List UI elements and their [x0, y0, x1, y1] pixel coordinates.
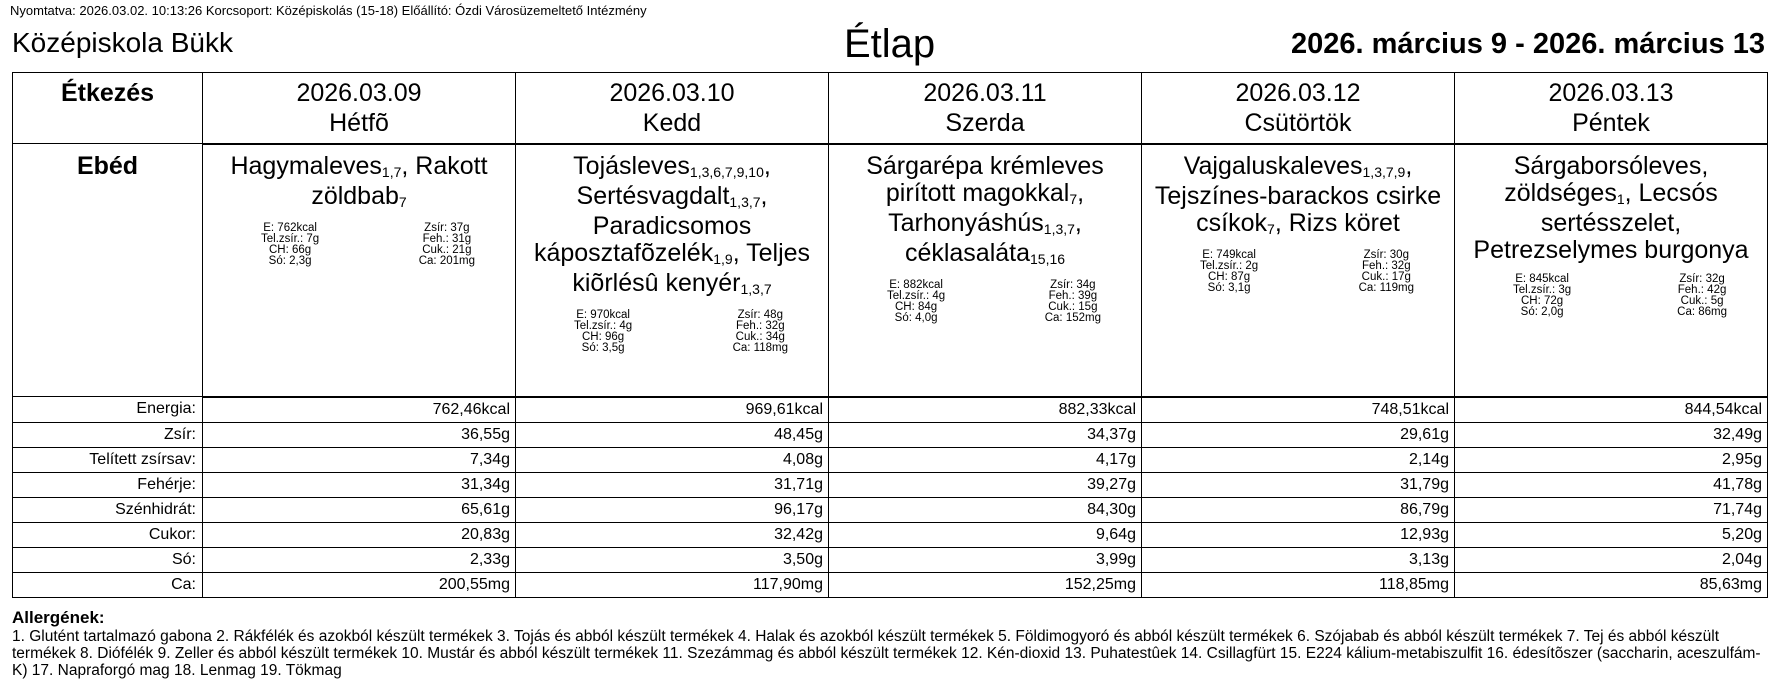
- nutrient-value: 7,34g: [203, 447, 516, 472]
- nutrition-summary-column: [1200, 250, 1258, 294]
- nutrition-summary-item: E: 749kcal: [1202, 248, 1256, 261]
- meal-text: Hagymaleves: [230, 151, 382, 180]
- nutrition-summary: [1455, 264, 1767, 318]
- nutrient-value: 969,61kcal: [516, 397, 829, 423]
- nutrient-value: 3,99g: [829, 547, 1142, 572]
- nutrition-summary-item: Zsír: 34g: [1050, 278, 1096, 291]
- day-name: Péntek: [1572, 109, 1650, 137]
- nutrition-summary-item: Ca: 118mg: [732, 341, 788, 354]
- meal-text: Sárgarépa krémleves pirított magokkal: [866, 151, 1104, 207]
- nutrient-value: 48,45g: [516, 422, 829, 447]
- nutrition-summary-item: Só: 2,0g: [1520, 305, 1564, 318]
- allergen-codes: 1,3,7: [1043, 220, 1075, 237]
- nutrient-value: 2,33g: [203, 547, 516, 572]
- nutrient-row: [13, 572, 1768, 597]
- nutrition-summary-item: Feh.: 32g: [736, 319, 785, 332]
- nutrient-value: 86,79g: [1142, 497, 1455, 522]
- meal-text: Tojásleves: [573, 151, 690, 180]
- header-row: [13, 73, 1768, 144]
- nutrition-summary: [1142, 240, 1454, 294]
- nutrient-value: 844,54kcal: [1455, 397, 1768, 423]
- meal-text: , céklasaláta: [904, 208, 1082, 267]
- nutrient-value: 12,93g: [1142, 522, 1455, 547]
- meal-text: , Tarhonyáshús: [888, 178, 1085, 237]
- nutrition-summary-item: Tel.zsír.: 7g: [261, 232, 320, 245]
- nutrition-summary: [203, 213, 515, 267]
- nutrition-summary-item: CH: 66g: [268, 243, 312, 256]
- nutrient-value: 34,37g: [829, 422, 1142, 447]
- nutrition-summary-item: CH: 87g: [1207, 270, 1251, 283]
- day-header: [829, 73, 1142, 144]
- nutrition-summary: [516, 300, 828, 354]
- nutrient-label: Ca:: [13, 572, 203, 597]
- nutrition-summary-column: [887, 280, 945, 324]
- nutrient-row: [13, 472, 1768, 497]
- nutrient-value: 748,51kcal: [1142, 397, 1455, 423]
- day-name: Kedd: [642, 109, 702, 137]
- nutrient-value: 71,74g: [1455, 497, 1768, 522]
- meal-text: , Lecsós sertésszelet, Petrezselymes burgonya: [1473, 178, 1749, 264]
- nutrition-summary-column: [574, 310, 632, 354]
- nutrient-row: [13, 397, 1768, 423]
- meal-description: [203, 145, 515, 213]
- day-name: Szerda: [945, 109, 1025, 137]
- meal-description: [829, 145, 1141, 270]
- lunch-cell: [1455, 144, 1768, 397]
- nutrient-value: 2,95g: [1455, 447, 1768, 472]
- allergen-codes: 7: [398, 193, 407, 210]
- nutrition-summary-item: Tel.zsír.: 4g: [887, 289, 946, 302]
- nutrition-summary-item: CH: 84g: [894, 300, 938, 313]
- day-date: 2026.03.13: [1548, 79, 1674, 107]
- nutrition-summary-item: Feh.: 39g: [1048, 289, 1098, 302]
- day-name: Csütörtök: [1244, 109, 1352, 137]
- nutrient-row: [13, 422, 1768, 447]
- nutrient-row: [13, 447, 1768, 472]
- lunch-cell: [203, 144, 516, 397]
- nutrient-value: 31,71g: [516, 472, 829, 497]
- nutrition-summary-item: Feh.: 42g: [1677, 283, 1727, 296]
- nutrient-value: 31,79g: [1142, 472, 1455, 497]
- meal-column-header: Étkezés: [13, 73, 203, 144]
- nutrient-value: 4,08g: [516, 447, 829, 472]
- allergen-codes: 1,9: [713, 250, 733, 267]
- meal-text: , Tejszínes-barackos csirke csíkok: [1154, 151, 1442, 237]
- nutrition-summary-item: Feh.: 32g: [1362, 259, 1411, 272]
- lunch-label: Ebéd: [13, 144, 203, 397]
- lunch-cell: [1142, 144, 1455, 397]
- allergen-codes: 7: [1069, 190, 1078, 207]
- nutrition-summary-column: [1677, 274, 1727, 318]
- nutrient-value: 29,61g: [1142, 422, 1455, 447]
- meal-text: Sárgaborsóleves, zöldséges: [1504, 151, 1709, 207]
- day-date: 2026.03.12: [1235, 79, 1361, 107]
- nutrient-value: 9,64g: [829, 522, 1142, 547]
- nutrient-value: 152,25mg: [829, 572, 1142, 597]
- nutrition-summary: [829, 270, 1141, 324]
- nutrition-summary-item: E: 882kcal: [889, 278, 943, 291]
- nutrient-value: 5,20g: [1455, 522, 1768, 547]
- day-header: [203, 73, 516, 144]
- nutrition-summary-item: Só: 2,3g: [268, 254, 312, 267]
- nutrition-summary-item: Zsír: 30g: [1363, 248, 1409, 261]
- nutrition-summary-item: Zsír: 37g: [424, 221, 470, 234]
- nutrient-value: 2,14g: [1142, 447, 1455, 472]
- day-date: 2026.03.11: [923, 79, 1047, 107]
- meal-text: , Paradicsomos káposztafõzelék: [533, 181, 768, 267]
- school-name: Középiskola Bükk: [12, 27, 234, 58]
- meal-text: Vajgaluskaleves: [1183, 151, 1363, 180]
- nutrition-summary-item: Cuk.: 17g: [1361, 270, 1411, 283]
- nutrient-value: 20,83g: [203, 522, 516, 547]
- nutrition-summary-column: [1045, 280, 1101, 324]
- nutrient-label: Szénhidrát:: [13, 497, 203, 522]
- day-header: [1455, 73, 1768, 144]
- allergen-codes: 1,3,7: [729, 193, 761, 210]
- meal-text: , Sertésvagdalt: [576, 151, 771, 210]
- nutrition-summary-item: CH: 72g: [1520, 294, 1564, 307]
- nutrient-value: 117,90mg: [516, 572, 829, 597]
- nutrition-summary-column: [1359, 250, 1414, 294]
- nutrition-summary-item: Tel.zsír.: 2g: [1200, 259, 1259, 272]
- date-range: 2026. március 9 - 2026. március 13: [1291, 28, 1765, 60]
- nutrient-value: 762,46kcal: [203, 397, 516, 423]
- nutrient-value: 36,55g: [203, 422, 516, 447]
- meal-description: [1142, 145, 1454, 240]
- nutrient-value: 200,55mg: [203, 572, 516, 597]
- nutrition-summary-item: Ca: 86mg: [1677, 305, 1727, 318]
- nutrition-summary-item: E: 845kcal: [1515, 272, 1569, 285]
- nutrient-label: Telített zsírsav:: [13, 447, 203, 472]
- lunch-cell: [516, 144, 829, 397]
- nutrition-summary-item: E: 970kcal: [576, 308, 630, 321]
- nutrition-summary-column: [419, 223, 475, 267]
- nutrition-summary-item: Tel.zsír.: 3g: [1513, 283, 1572, 296]
- print-info: Nyomtatva: 2026.03.02. 10:13:26 Korcsoport: Középiskolás (15-18) Előállító: Ózdi Városüzemeltető Intézmény: [10, 3, 647, 18]
- nutrient-row: [13, 547, 1768, 572]
- nutrient-label: Cukor:: [13, 522, 203, 547]
- day-date: 2026.03.09: [296, 79, 422, 107]
- meal-text: , Rizs köret: [1274, 208, 1400, 237]
- nutrient-value: 84,30g: [829, 497, 1142, 522]
- nutrition-summary-item: Ca: 152mg: [1044, 311, 1101, 324]
- nutrient-value: 39,27g: [829, 472, 1142, 497]
- nutrition-summary-column: [261, 223, 319, 267]
- lunch-row: [13, 144, 1768, 397]
- nutrition-summary-item: Cuk.: 34g: [735, 330, 785, 343]
- meal-description: [1455, 145, 1767, 264]
- nutrient-label: Só:: [13, 547, 203, 572]
- nutrient-row: [13, 522, 1768, 547]
- nutrient-value: 3,13g: [1142, 547, 1455, 572]
- nutrition-summary-item: E: 762kcal: [263, 221, 317, 234]
- nutrition-summary-item: Só: 4,0g: [894, 311, 938, 324]
- day-date: 2026.03.10: [609, 79, 735, 107]
- nutrition-summary-item: CH: 96g: [581, 330, 625, 343]
- allergen-codes: 1,3,7: [740, 280, 772, 297]
- nutrient-value: 31,34g: [203, 472, 516, 497]
- nutrition-summary-item: Feh.: 31g: [422, 232, 472, 245]
- nutrition-summary-item: Cuk.: 15g: [1048, 300, 1098, 313]
- allergen-codes: 1: [1616, 190, 1625, 207]
- nutrition-summary-item: Cuk.: 21g: [422, 243, 472, 256]
- nutrition-summary-column: [1513, 274, 1571, 318]
- nutrient-value: 118,85mg: [1142, 572, 1455, 597]
- nutrient-row: [13, 497, 1768, 522]
- nutrient-label: Zsír:: [13, 422, 203, 447]
- nutrition-summary-item: Só: 3,1g: [1207, 281, 1251, 294]
- nutrition-summary-item: Só: 3,5g: [581, 341, 625, 354]
- nutrient-value: 32,42g: [516, 522, 829, 547]
- nutrition-summary-item: Zsír: 32g: [1679, 272, 1725, 285]
- nutrition-summary-item: Zsír: 48g: [737, 308, 783, 321]
- nutrient-value: 4,17g: [829, 447, 1142, 472]
- meal-description: [516, 145, 828, 300]
- meal-text: , Teljes kiõrlésû kenyér: [572, 238, 811, 297]
- nutrient-label: Fehérje:: [13, 472, 203, 497]
- day-header: [516, 73, 829, 144]
- nutrition-summary-item: Ca: 119mg: [1358, 281, 1414, 294]
- nutrition-summary-column: [733, 310, 788, 354]
- nutrient-value: 2,04g: [1455, 547, 1768, 572]
- nutrient-value: 41,78g: [1455, 472, 1768, 497]
- nutrition-summary-item: Cuk.: 5g: [1680, 294, 1724, 307]
- menu-table: [12, 72, 1768, 598]
- page-title: Étlap: [844, 22, 936, 66]
- allergen-codes: 1,7: [381, 163, 402, 180]
- nutrient-value: 96,17g: [516, 497, 829, 522]
- nutrient-value: 882,33kcal: [829, 397, 1142, 423]
- nutrient-label: Energia:: [13, 397, 203, 423]
- nutrient-value: 32,49g: [1455, 422, 1768, 447]
- nutrient-value: 65,61g: [203, 497, 516, 522]
- lunch-cell: [829, 144, 1142, 397]
- allergens-title: Allergének:: [12, 608, 105, 627]
- nutrient-value: 3,50g: [516, 547, 829, 572]
- meal-text: , Rakott zöldbab: [311, 151, 488, 210]
- nutrition-summary-item: Tel.zsír.: 4g: [574, 319, 633, 332]
- nutrition-summary-item: Ca: 201mg: [418, 254, 475, 267]
- day-header: [1142, 73, 1455, 144]
- allergen-codes: 1,3,7,9: [1362, 163, 1406, 180]
- allergen-codes: 7: [1267, 220, 1275, 237]
- allergen-codes: 15,16: [1030, 250, 1066, 267]
- allergen-codes: 1,3,6,7,9,10: [689, 163, 764, 180]
- day-name: Hétfõ: [329, 109, 389, 137]
- nutrient-value: 85,63mg: [1455, 572, 1768, 597]
- allergens-text: 1. Glutént tartalmazó gabona 2. Rákfélék és azokból készült termékek 3. Tojás és abból készült termékek 4. Halak és azokból készült termékek 5. Földimogyoró és abból készült termékek 6. Szójabab és abból készült termékek 7. Tej és abból készült termékek 8. Diófélék 9. Zeller és abból készült termékek 10. Mustár és abból készült termékek 11. Szezámmag és abból készült termékek 12. Kén-dioxid 13. Puhatestûek 14. Csillagfürt 15. E224 kálium-metabiszulfit 16. édesítõszer (saccharin, aceszulfám-K) 17. Napraforgó mag 18. Lenmag 19. Tökmag: [12, 628, 1761, 679]
